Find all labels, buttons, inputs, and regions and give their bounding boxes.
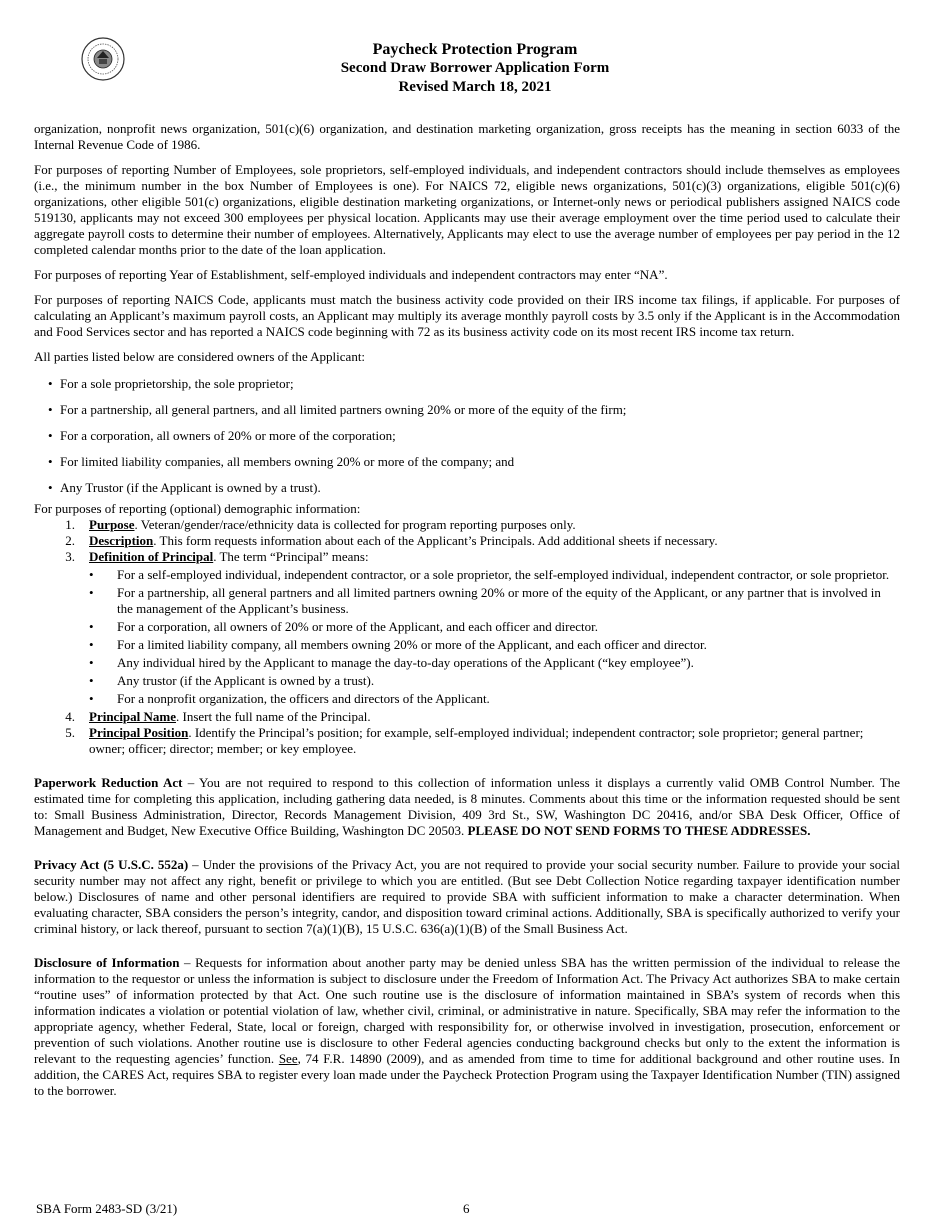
bullet-icon: • [48,480,53,495]
bullet-icon: • [89,619,94,634]
list-item: 5. Principal Position. Identify the Principal’s position; for example, self-employed individual; independent contractor; sole proprietor; general partner; owner; officer; director; member; or key employee. [65,725,864,756]
term-principal-position: Principal Position [89,725,189,740]
paperwork-reduction-act: Paperwork Reduction Act – You are not required to respond to this collection of information unless it displays a currently valid OMB Control Number. The estimated time for completing this application, including gathering data needed, is 8 minutes. Comments about this time or the information requested should be sent to: Small Business Administration, Director, Records Management Division, 409 3rd St., SW, Washington DC 20416, and/or SBA Desk Officer, Office of Management and Budget, New Executive Office Building, Washington DC 20503. PLEASE DO NOT SEND FORMS TO THESE ADDRESSES. [34,775,900,838]
list-item: 2. Description. This form requests information about each of the Applicant’s Principals. Add additional sheets if necessary. [65,533,718,548]
revision-date: Revised March 18, 2021 [398,79,552,95]
year-establishment-paragraph: For purposes of reporting Year of Establishment, self-employed individuals and independent contractors may enter “NA”. [34,267,668,282]
list-item: • For a sole proprietorship, the sole proprietor; [48,376,294,391]
bullet-icon: • [89,673,94,688]
page-subtitle: Second Draw Borrower Application Form [340,60,610,76]
bullet-icon: • [89,585,94,600]
privacy-act: Privacy Act (5 U.S.C. 552a) – Under the provisions of the Privacy Act, you are not required to provide your social security number. Failure to provide your social security number may not affect any right, benefit or privilege to which you are entitled. (But see Debt Collection Notice regarding taxpayer identification number below.) Disclosures of name and other personal identifiers are required to provide SBA with sufficient information to make a character determination. When evaluating character, SBA considers the person’s integrity, candor, and disposition toward criminal actions. Additionally, SBA is specifically authorized to verify your criminal history, or lack thereof, pursuant to section 7(a)(1)(B), 15 U.S.C. 636(a)(1)(B) of the Small Business Act. [34,857,900,936]
list-item: 3. Definition of Principal. The term “Principal” means: • For a self-employed individual, independent contractor, or a sole proprietor, the self-employed individual, independent contractor, or sole proprietor. • For a partnership, all general partners and all limited partners owning 20% or more of the equity of the Applicant, or any partner that is involved in the management of the Applicant’s business. • For a corporation, all owners of 20% or more of the Applicant, and each officer and director. • For a limited liability company, all members owning 20% or more of the Applicant, and each officer and director. • Any individual hired by the Applicant to manage the day-to-day operations of the Applicant (“key employee”). • Any trustor (if the Applicant is owned by a trust). • For a nonprofit organization, the officers and directors of the Applicant. [34,549,900,709]
term-principal-name: Principal Name [89,709,177,724]
list-item: • Any Trustor (if the Applicant is owned by a trust). [48,480,321,495]
list-item: • For a limited liability company, all members owning 20% or more of the Applicant, and each officer and director. [89,637,707,652]
form-identifier: SBA Form 2483-SD (3/21) [36,1201,178,1216]
demographic-intro: For purposes of reporting (optional) demographic information: [34,501,361,516]
employees-paragraph: For purposes of reporting Number of Employees, sole proprietors, self-employed individuals, and independent contractors should include themselves as employees (i.e., the minimum number in the box Number of Employees is one). For NAICS 72, eligible news organizations, 501(c)(3) organizations, eligible 501(c)(6) organizations, other eligible 501(c) organizations, eligible destination marketing organizations, or Internet-only news or periodical publishers assigned NAICS code 519130, applicants may not exceed 300 employees per physical location. Applicants may use their average employment over the time period used to calculate their aggregate payroll costs to determine their number of employees. Alternatively, Applicants may elect to use the average number of employees per pay period in the 12 completed calendar months prior to the date of the loan application. [34,162,900,257]
list-item: • For a partnership, all general partners and all limited partners owning 20% or more of the equity of the Applicant, or any partner that is involved in the management of the Applicant’s business. [89,585,881,616]
bullet-icon: • [48,376,53,391]
list-item: • For a corporation, all owners of 20% or more of the Applicant, and each officer and director. [89,619,598,634]
bullet-icon: • [48,428,53,443]
owners-intro: All parties listed below are considered owners of the Applicant: [34,349,366,364]
list-item: 4. Principal Name. Insert the full name of the Principal. [65,709,371,724]
list-item: • Any trustor (if the Applicant is owned by a trust). [89,673,375,688]
list-item: • For a corporation, all owners of 20% or more of the corporation; [48,428,396,443]
bullet-icon: • [89,567,94,582]
list-item: • Any individual hired by the Applicant to manage the day-to-day operations of the Applicant (“key employee”). [89,655,694,670]
demographic-list [34,517,900,757]
document-body [34,121,900,1099]
page-number: 6 [463,1201,470,1216]
gross-receipts-paragraph: organization, nonprofit news organization, 501(c)(6) organization, and destination marketing organization, gross receipts has the meaning in section 6033 of the Internal Revenue Code of 1986. [34,121,900,152]
disclosure-of-information: Disclosure of Information – Requests for information about another party may be denied unless SBA has the written permission of the individual to release the information to the requestor or unless the information is subject to disclosure under the Freedom of Information Act. The Privacy Act authorizes SBA to make certain “routine uses” of information protected by that Act. One such routine use is the disclosure of information maintained in SBA’s system of records when this information indicates a violation or potential violation of law, whether civil, criminal, or administrative in nature. Specifically, SBA may refer the information to the appropriate agency, whether Federal, State, local or foreign, charged with responsibility for, or otherwise involved in investigation, prosecution, enforcement or prevention of such violations. Another routine use is disclosure to other Federal agencies conducting background checks but only to the extent the information is relevant to the requesting agencies’ function. See, 74 F.R. 14890 (2009), and as amended from time to time for additional background and other routine uses. In addition, the CARES Act, requires SBA to register every loan made under the Paycheck Protection Program using the Taxpayer Identification Number (TIN) assigned to the borrower. [34,955,901,1098]
naics-paragraph: For purposes of reporting NAICS Code, applicants must match the business activity code provided on their IRS income tax filings, if applicable. For purposes of calculating an Applicant’s maximum payroll costs, an Applicant may multiply its average monthly payroll costs by 3.5 only if the Applicant is in the Accommodation and Food Services sector and has reported a NAICS code beginning with 72 as its business activity code on its most recent IRS income tax return. [34,292,900,339]
list-item: 1. Purpose. Veteran/gender/race/ethnicity data is collected for program reporting purposes only. [65,517,576,532]
bullet-icon: • [89,655,94,670]
bullet-icon: • [89,637,94,652]
term-description: Description [89,533,154,548]
document-header [0,40,950,97]
term-purpose: Purpose [89,517,135,532]
term-definition-of-principal: Definition of Principal [89,549,214,564]
bullet-icon: • [48,402,53,417]
list-item: • For a partnership, all general partners, and all limited partners owning 20% or more of the equity of the firm; [48,402,627,417]
list-item: • For a nonprofit organization, the officers and directors of the Applicant. [89,691,490,706]
principal-definition-list [89,567,900,707]
bullet-icon: • [89,691,94,706]
page-title: Paycheck Protection Program [372,41,578,58]
list-item: • For limited liability companies, all members owning 20% or more of the company; and [48,454,515,469]
bullet-icon: • [48,454,53,469]
owners-list [34,376,900,496]
list-item: • For a self-employed individual, independent contractor, or a sole proprietor, the self-employed individual, independent contractor, or sole proprietor. [89,567,890,582]
